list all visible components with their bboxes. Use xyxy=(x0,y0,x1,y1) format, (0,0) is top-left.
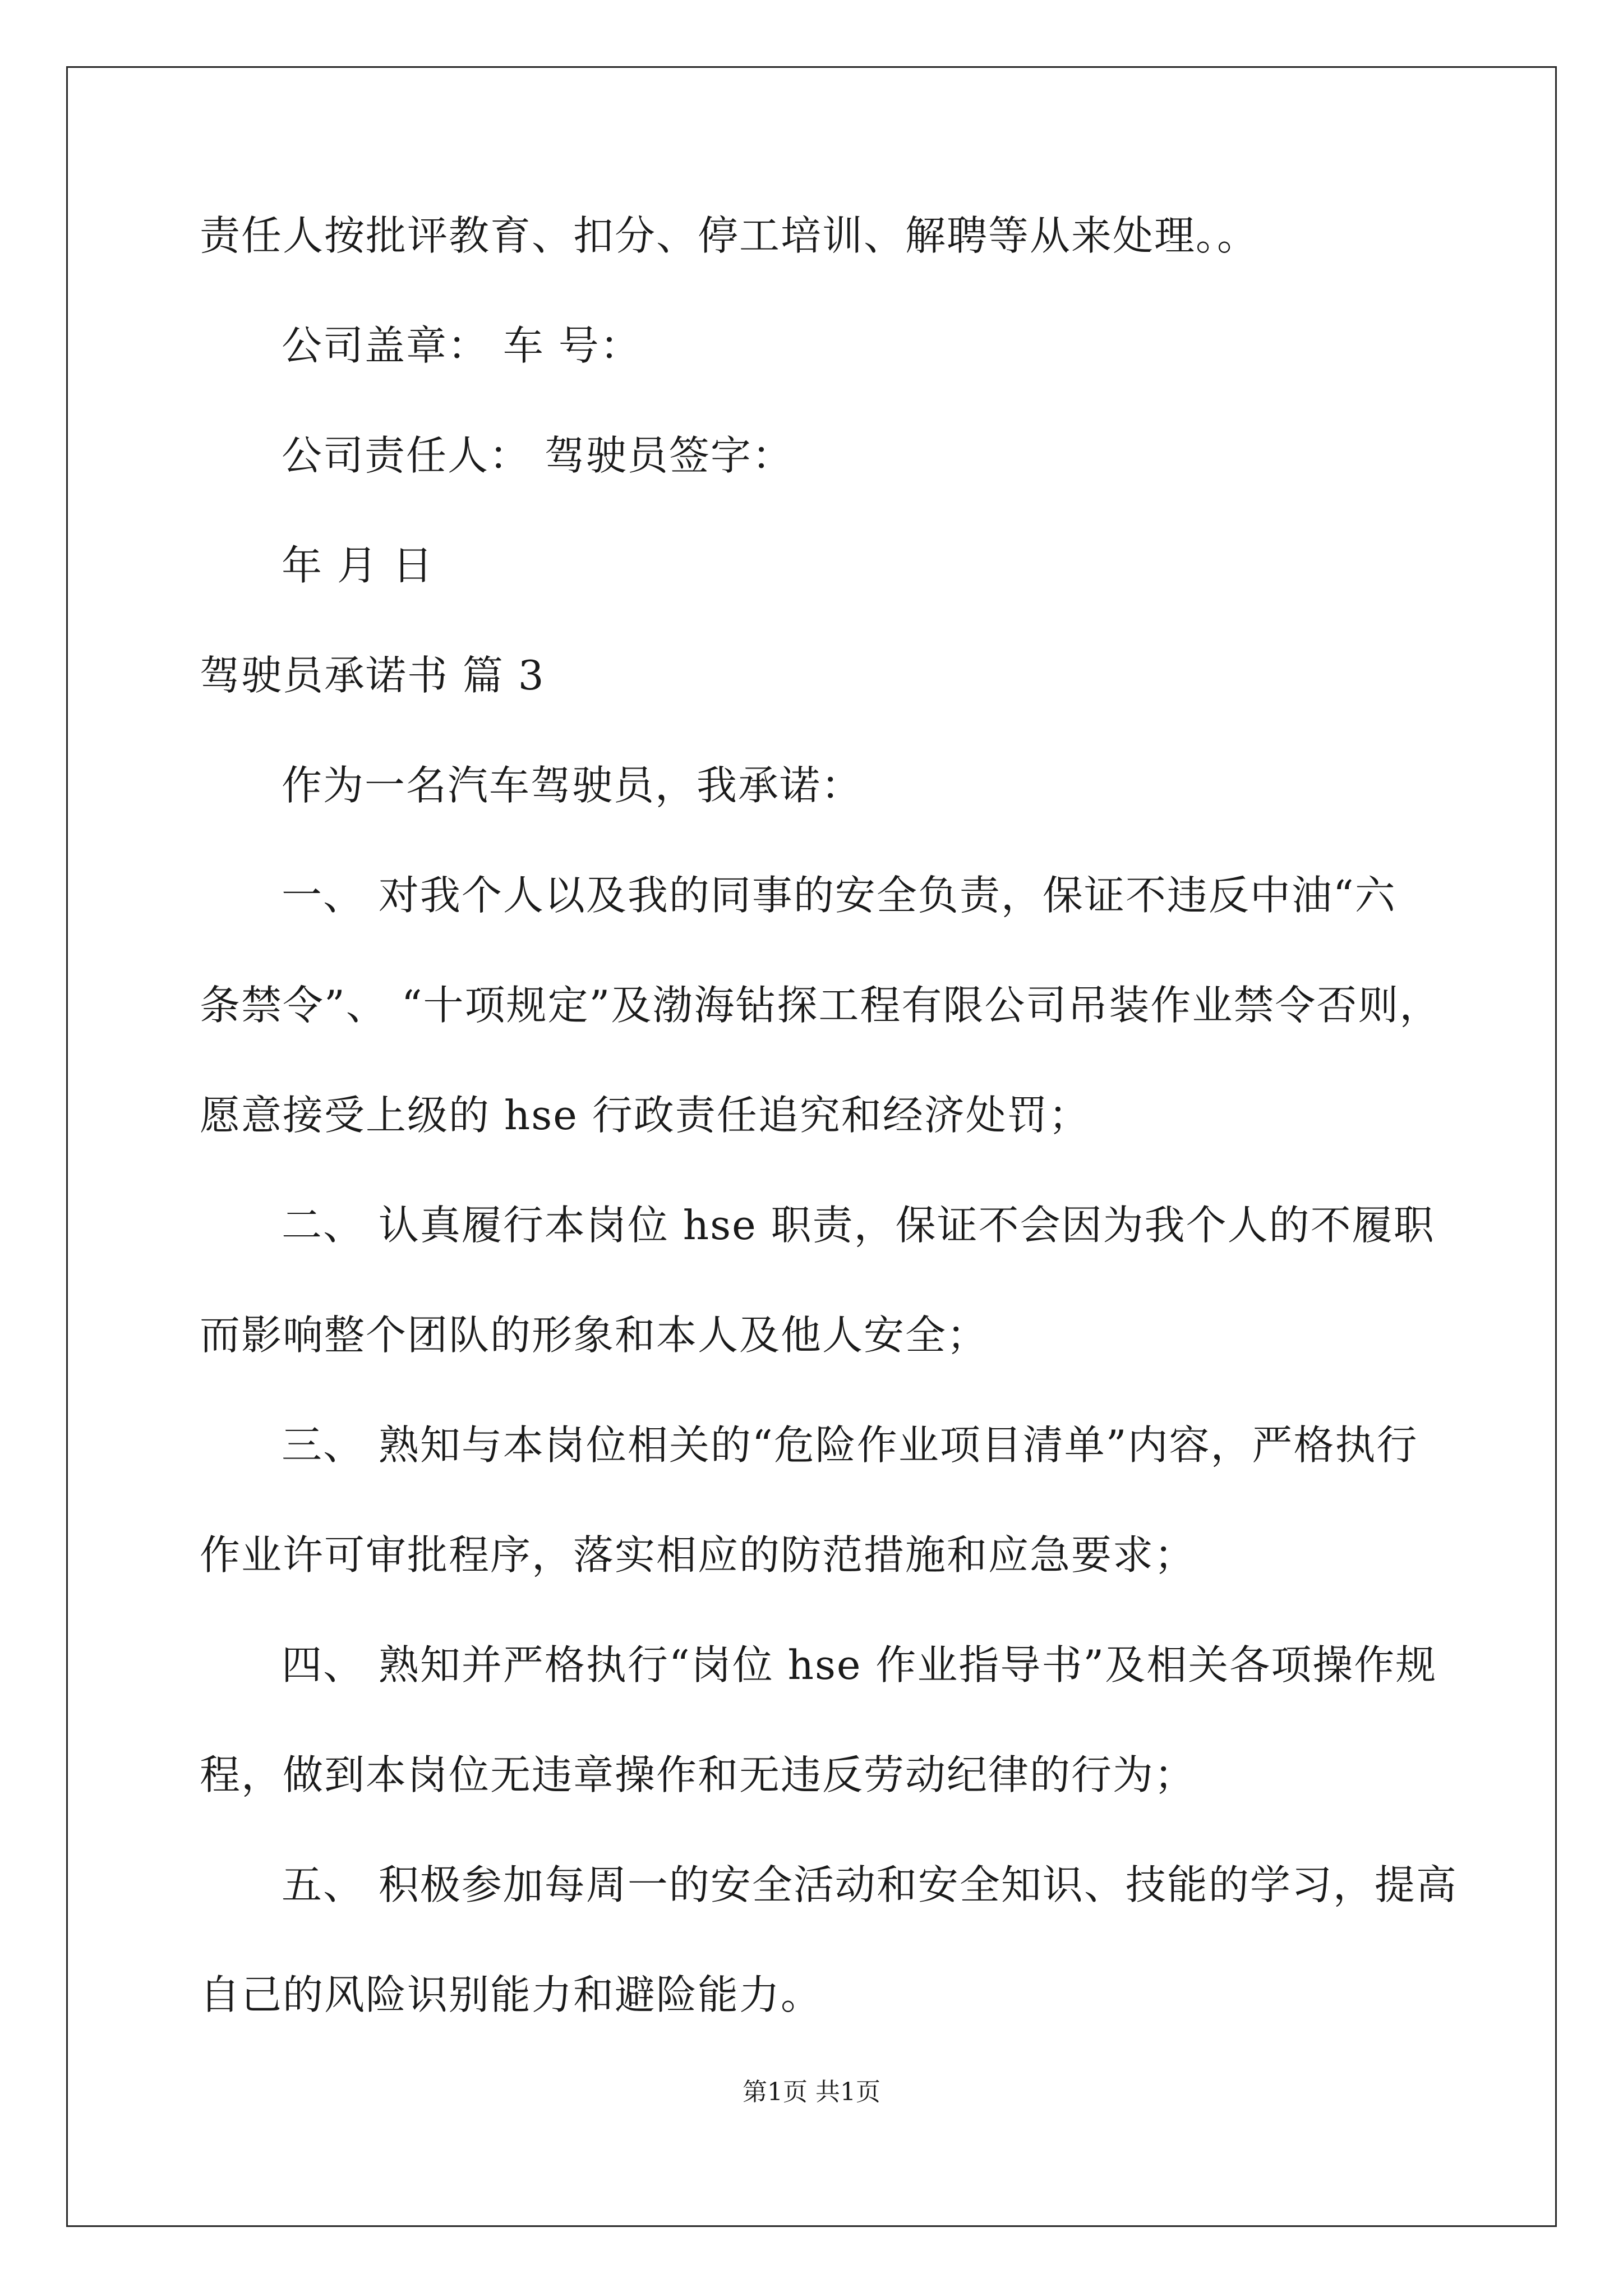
company-seal-line: 公司盖章： 车 号： xyxy=(282,322,642,369)
date-line: 年 月 日 xyxy=(282,542,434,589)
paragraph-line: 一、 对我个人以及我的同事的安全负责，保证不违反中油“六 xyxy=(282,872,1396,919)
paragraph-line: 二、 认真履行本岗位 hse 职责，保证不会因为我个人的不履职 xyxy=(282,1202,1435,1249)
paragraph-line: 作为一名汽车驾驶员，我承诺： xyxy=(282,762,863,809)
paragraph-line: 自己的风险识别能力和避险能力。 xyxy=(200,1971,823,2018)
paragraph-line: 五、 积极参加每周一的安全活动和安全知识、技能的学习，提高 xyxy=(282,1861,1458,1908)
page-footer: 第1页 共1页 xyxy=(743,2078,880,2106)
paragraph-line: 愿意接受上级的 hse 行政责任追究和经济处罚； xyxy=(200,1092,1090,1139)
paragraph-line: 作业许可审批程序，落实相应的防范措施和应急要求； xyxy=(200,1531,1196,1579)
company-responsible-line: 公司责任人： 驾驶员签字： xyxy=(282,432,794,479)
paragraph-line: 三、 熟知与本岗位相关的“危险作业项目清单”内容，严格执行 xyxy=(282,1421,1418,1469)
paragraph-line: 条禁令”、 “十项规定”及渤海钻探工程有限公司吊装作业禁令否则， xyxy=(200,982,1441,1029)
paragraph-line: 责任人按批评教育、扣分、停工培训、解聘等从来处理。。 xyxy=(200,212,1259,259)
paragraph-line: 四、 熟知并严格执行“岗位 hse 作业指导书”及相关各项操作规 xyxy=(282,1641,1437,1688)
section-title: 驾驶员承诺书 篇 3 xyxy=(200,652,545,699)
paragraph-line: 程，做到本岗位无违章操作和无违反劳动纪律的行为； xyxy=(200,1751,1196,1798)
paragraph-line: 而影响整个团队的形象和本人及他人安全； xyxy=(200,1312,989,1359)
